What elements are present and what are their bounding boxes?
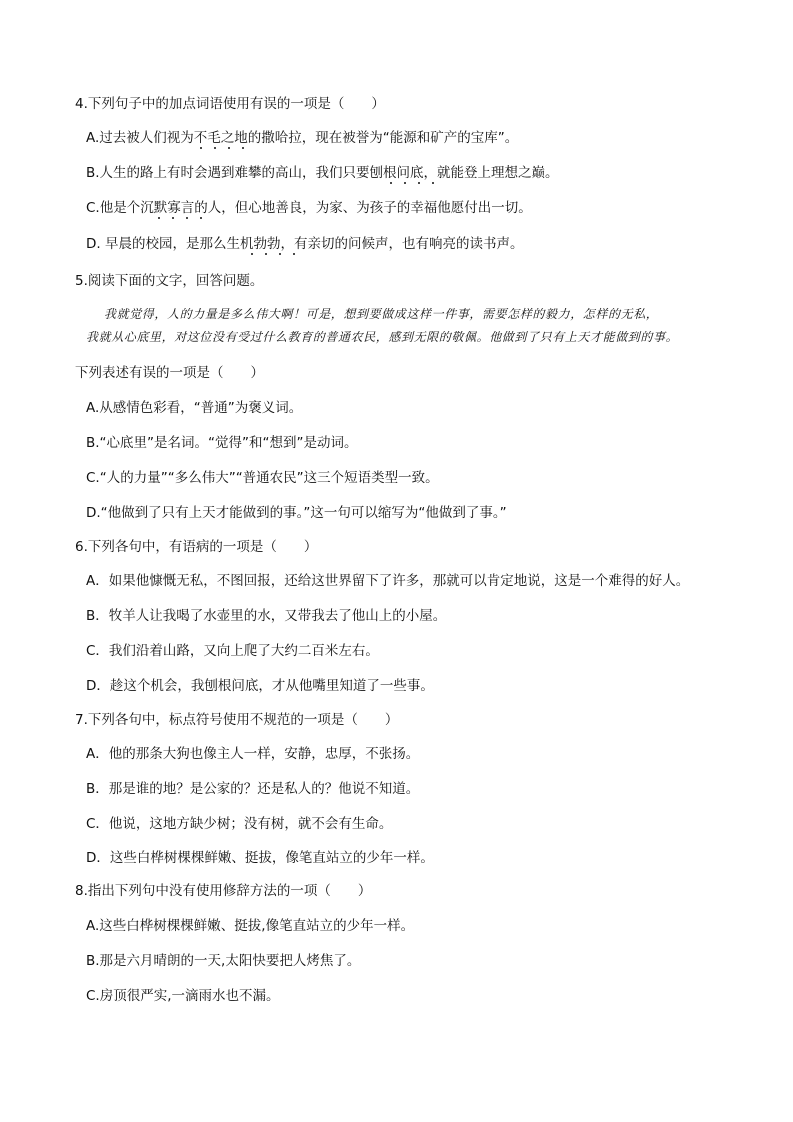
q5-option-c: C.“人的力量”“多么伟大”“普通农民”这三个短语类型一致。 xyxy=(86,470,439,486)
q5-option-b: B.“心底里”是名词。“觉得”和“想到”是动词。 xyxy=(86,435,358,451)
q4-option-a: A.过去被人们视为不毛之地的撒哈拉，现在被誉为“能源和矿产的宝库”。 xyxy=(86,130,519,146)
q4-option-b: B.人生的路上有时会遇到难攀的高山，我们只要刨根问底，就能登上理想之巅。 xyxy=(86,165,559,181)
q6-option-a: A．如果他慷慨无私，不图回报，还给这世界留下了许多，那就可以肯定地说，这是一个难得的好人。 xyxy=(86,573,690,589)
q4-stem: 4.下列句子中的加点词语使用有误的一项是（ ） xyxy=(75,96,385,112)
q8-stem: 8.指出下列句中没有使用修辞方法的一项（ ） xyxy=(75,883,372,899)
q6-stem: 6.下列各句中，有语病的一项是（ ） xyxy=(75,539,318,555)
q7-option-b: B．那是谁的地？是公家的？还是私人的？他说不知道。 xyxy=(86,781,420,797)
q7-option-d: D．这些白桦树棵棵鲜嫩、挺拔，像笔直站立的少年一样。 xyxy=(86,850,434,866)
q7-stem: 7.下列各句中，标点符号使用不规范的一项是（ ） xyxy=(75,712,399,728)
q5-sub-stem: 下列表述有误的一项是（ ） xyxy=(75,365,264,381)
q5-option-a: A.从感情色彩看，“普通”为褒义词。 xyxy=(86,400,303,416)
q8-option-b: B.那是六月晴朗的一天,太阳快要把人烤焦了。 xyxy=(86,953,361,969)
q5-option-d: D.“他做到了只有上天才能做到的事。”这一句可以缩写为“他做到了事。” xyxy=(86,505,507,521)
q7-option-c: C．他说，这地方缺少树；没有树，就不会有生命。 xyxy=(86,816,393,832)
q7-option-a: A．他的那条大狗也像主人一样，安静，忠厚，不张扬。 xyxy=(86,746,420,762)
q4-option-c: C.他是个沉默寡言的人，但心地善良，为家、为孩子的幸福他愿付出一切。 xyxy=(86,200,532,216)
q8-option-c: C.房顶很严实,一滴雨水也不漏。 xyxy=(86,988,280,1004)
q8-option-a: A.这些白桦树棵棵鲜嫩、挺拔,像笔直站立的少年一样。 xyxy=(86,918,415,934)
q5-passage-line-1: 我就觉得，人的力量是多么伟大啊！可是，想到要做成这样一件事，需要怎样的毅力，怎样的无私， xyxy=(104,307,659,321)
q6-option-c: C．我们沿着山路，又向上爬了大约二百米左右。 xyxy=(86,643,379,659)
q5-passage-line-2: 我就从心底里，对这位没有受过什么教育的普通农民，感到无限的敬佩。他做到了只有上天才能做到的事。 xyxy=(86,330,679,344)
q5-stem: 5.阅读下面的文字，回答问题。 xyxy=(75,273,264,289)
q4-option-d: D. 早晨的校园，是那么生机勃勃，有亲切的问候声，也有响亮的读书声。 xyxy=(86,236,524,252)
q6-option-b: B．牧羊人让我喝了水壶里的水，又带我去了他山上的小屋。 xyxy=(86,608,447,624)
q6-option-d: D．趁这个机会，我刨根问底，才从他嘴里知道了一些事。 xyxy=(86,678,434,694)
